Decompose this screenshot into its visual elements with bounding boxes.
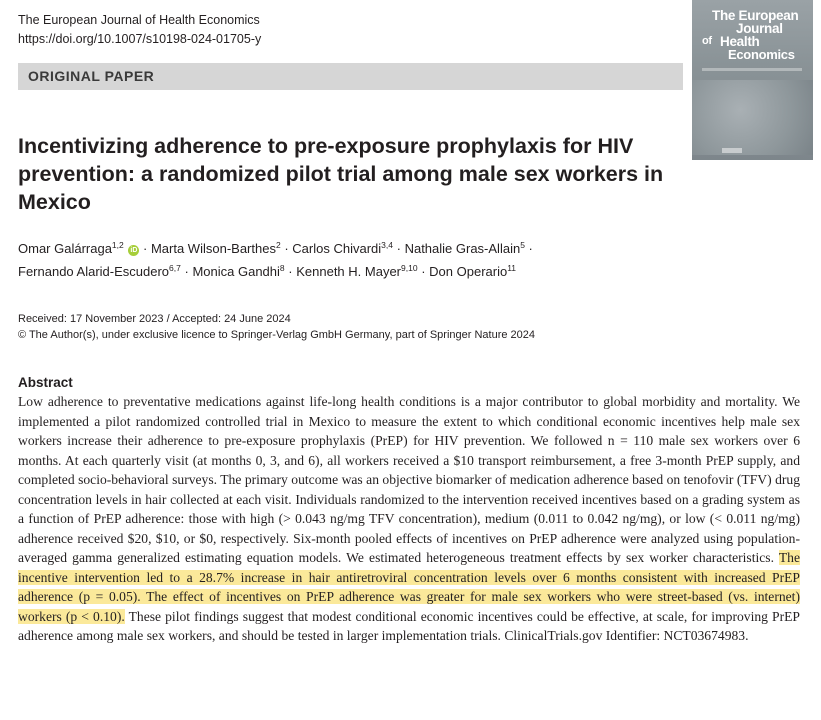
author-separator: · [184,264,189,279]
abstract-heading: Abstract [18,375,73,390]
author-name[interactable]: Nathalie Gras-Allain [404,241,521,256]
author-affiliation: 11 [507,263,517,273]
journal-cover-image [692,0,813,160]
cover-title-word: Economics [728,47,795,62]
cover-title-word: The European [712,8,799,23]
author-list-line-2 [18,264,516,279]
cover-title-word: Health [720,34,760,49]
author-affiliation: 2 [275,240,281,250]
abstract-text: Low adherence to preventative medications against life-long health conditions is a major contributor to global morbidity and mortality. We implemented a pilot randomized controlled trial in Mexico to measure the extent to which conditional economic incentives help male sex workers increase their adherence to pre-exposure prophylaxis (PrEP) for HIV prevention. We followed n = 110 male sex workers over 6 months. At each quarterly visit (at months 0, 3, and 6), all workers received a $10 transport reimbursement, a free 3-month PrEP supply, and completed socio-behavioral surveys. The primary outcome was an objective biomarker of medication adherence based on tenofovir (TFV) drug concentration levels in hair collected at each visit. Individuals randomized to the intervention received incentives based on a grading system as a function of PrEP adherence: those with high (> 0.043 ng/mg TFV concentration), medium (0.011 to 0.042 ng/mg), or low (< 0.011 ng/mg) adherence received $20, $10, or $0, respectively. Six-month pooled effects of incentives on PrEP adherence were analyzed using population-averaged gamma generalized estimating equation models. We estimated heterogeneous treatment effects by sex worker characteristics. [18,394,800,565]
journal-name: The European Journal of Health Economics [18,13,260,27]
author-separator: · [143,241,148,256]
doi-link[interactable]: https://doi.org/10.1007/s10198-024-01705-y [18,32,262,46]
author-affiliation: 6,7 [169,263,181,273]
author-name[interactable]: Marta Wilson-Barthes [150,241,276,256]
abstract-text: These pilot findings suggest that modest conditional economic incentives could be effective, at scale, for improving PrEP adherence among male sex workers, and should be tested in larger implementation trials. ClinicalTrials.gov Identifier: NCT03674983. [18,608,800,643]
author-list-line-1 [18,241,533,256]
author-separator: · [421,264,426,279]
copyright-notice: © The Author(s), under exclusive licence to Springer-Verlag GmbH Germany, part of Springer Nature 2024 [18,329,535,341]
abstract-body [18,392,800,646]
cover-artwork [692,80,813,155]
author-affiliation: 8 [279,263,285,273]
author-affiliation: 5 [520,240,525,250]
author-name[interactable]: Don Operario [429,264,508,279]
cover-title-word: of [702,35,712,47]
author-affiliation: 3,4 [381,240,393,250]
cover-title-word: Journal [736,21,783,36]
author-separator: · [288,264,293,279]
cover-divider [702,68,802,71]
publisher-logo [722,148,742,153]
article-title: Incentivizing adherence to pre-exposure prophylaxis for HIV prevention: a randomized pilot trial among male sex workers in Mexico [18,134,664,214]
author-name[interactable]: Kenneth H. Mayer [296,264,402,279]
author-affiliation: 9,10 [401,263,418,273]
orcid-icon[interactable]: iD [130,247,138,254]
author-separator: · [284,241,289,256]
author-name[interactable]: Monica Gandhi [192,264,280,279]
author-name[interactable]: Fernando Alarid-Escudero [18,264,170,279]
author-separator: · [396,241,401,256]
author-affiliation: 1,2 [111,240,124,250]
abstract-highlighted-text: The incentive intervention led to a 28.7% increase in hair antiretroviral concentration levels over 6 months consistent with increased PrEP adherence (p = 0.05). The effect of incentives on PrEP adherence was greater for male sex workers who were street-based (vs. internet) workers (p < 0.10). [18,550,800,624]
article-type-banner: ORIGINAL PAPER [18,63,683,90]
author-separator: · [528,241,533,256]
author-name[interactable]: Carlos Chivardi [292,241,382,256]
author-name[interactable]: Omar Galárraga [18,241,112,256]
received-accepted-dates: Received: 17 November 2023 / Accepted: 24 June 2024 [18,313,291,325]
